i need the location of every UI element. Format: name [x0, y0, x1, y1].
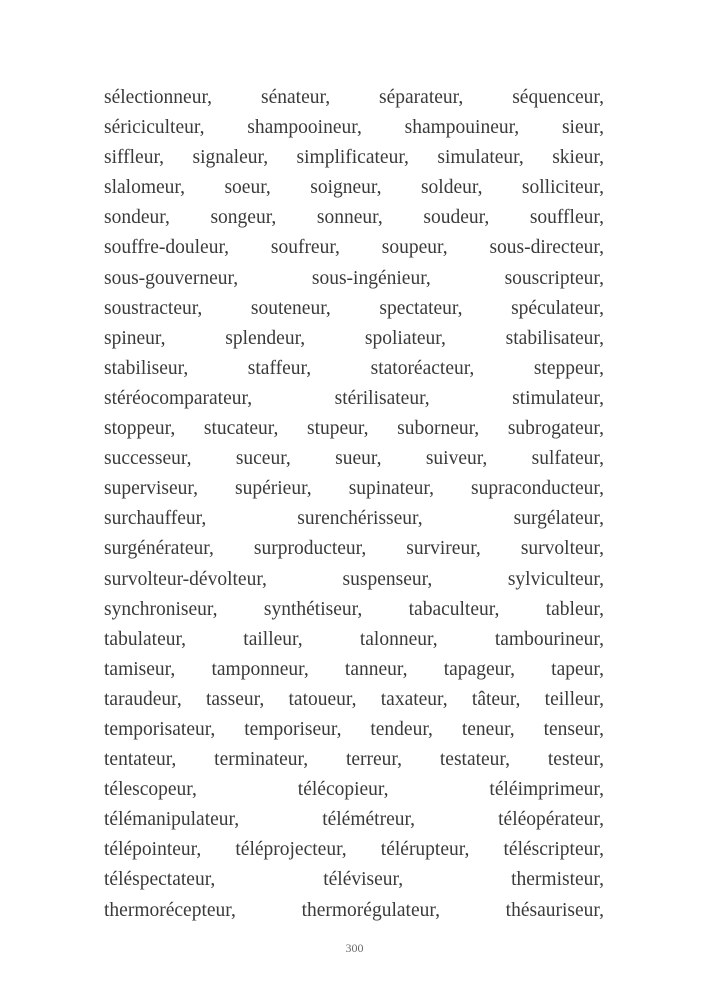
text-line [104, 565, 604, 595]
word: solliciteur, [521, 177, 604, 199]
word: supraconducteur, [471, 478, 604, 500]
text-line [104, 534, 604, 564]
word: testeur, [547, 749, 604, 771]
text-line [104, 354, 604, 384]
word: teneur, [461, 718, 515, 740]
word: téléspectateur, [104, 869, 216, 891]
word: sous-directeur, [489, 237, 604, 259]
word: stimulateur, [512, 387, 604, 409]
text-line [104, 143, 604, 173]
word: stucateur, [203, 418, 279, 440]
word: souffre-douleur, [104, 237, 230, 259]
word: tenseur, [543, 718, 604, 740]
word: survireur, [406, 538, 481, 560]
word: synchroniseur, [104, 598, 218, 620]
word: sonneur, [316, 207, 383, 229]
word: sondeur, [104, 207, 170, 229]
word: tambourineur, [494, 628, 604, 650]
word: stérilisateur, [334, 387, 430, 409]
word: terminateur, [214, 749, 309, 771]
word: testateur, [439, 749, 511, 771]
word: tamponneur, [211, 658, 309, 680]
word: télérupteur, [380, 839, 470, 861]
text-line [104, 685, 604, 715]
word: spéculateur, [511, 297, 604, 319]
word: soldeur, [420, 177, 483, 199]
word: tanneur, [344, 658, 408, 680]
word: steppeur, [533, 357, 604, 379]
word: survolteur, [520, 538, 604, 560]
word: tamiseur, [104, 658, 176, 680]
word: sueur, [335, 448, 382, 470]
word: sous-gouverneur, [104, 267, 239, 289]
word: sulfateur, [531, 448, 604, 470]
text-line [104, 715, 604, 745]
word: soupeur, [381, 237, 448, 259]
word: slalomeur, [104, 177, 185, 199]
text-line [104, 835, 604, 865]
word: télépointeur, [104, 839, 202, 861]
word: skieur, [552, 147, 604, 169]
text-line [104, 745, 604, 775]
text-line [104, 173, 604, 203]
text-line [104, 113, 604, 143]
text-line [104, 264, 604, 294]
word: tâteur, [471, 688, 521, 710]
word: téléprojecteur, [235, 839, 347, 861]
word: stoppeur, [104, 418, 176, 440]
page-number: 300 [345, 941, 364, 955]
text-line [104, 775, 604, 805]
text-line [104, 444, 604, 474]
word: spoliateur, [364, 327, 446, 349]
word: tabulateur, [104, 628, 187, 650]
word: tapeur, [551, 658, 604, 680]
word: téléopérateur, [498, 809, 604, 831]
word: superviseur, [104, 478, 198, 500]
word: stupeur, [306, 418, 369, 440]
word: tabaculteur, [408, 598, 500, 620]
word: soustracteur, [104, 297, 203, 319]
text-line [104, 896, 604, 926]
text-line [104, 414, 604, 444]
word: souscripteur, [504, 267, 604, 289]
text-line [104, 625, 604, 655]
text-line [104, 865, 604, 895]
word: successeur, [104, 448, 192, 470]
word: shampooineur, [247, 117, 362, 139]
word: sélectionneur, [104, 87, 213, 108]
justified-text-block [104, 83, 604, 926]
word: soeur, [224, 177, 271, 199]
word: suceur, [235, 448, 291, 470]
text-line [104, 595, 604, 625]
text-line [104, 805, 604, 835]
text-line [104, 83, 604, 113]
word: signaleur, [192, 147, 269, 169]
word: temporiseur, [244, 718, 342, 740]
text-line [104, 655, 604, 685]
word: supinateur, [348, 478, 435, 500]
word: spectateur, [379, 297, 463, 319]
word: teilleur, [544, 688, 604, 710]
word: séquenceur, [512, 87, 604, 108]
word: surgélateur, [513, 508, 604, 530]
word: siffleur, [104, 147, 165, 169]
word: télécopieur, [297, 779, 389, 801]
word: sous-ingénieur, [311, 267, 431, 289]
text-line [104, 504, 604, 534]
word: souffleur, [529, 207, 604, 229]
word: tatoueur, [288, 688, 357, 710]
text-line [104, 384, 604, 414]
word: terreur, [345, 749, 403, 771]
word: splendeur, [225, 327, 306, 349]
word: séparateur, [379, 87, 464, 108]
word: thermisteur, [511, 869, 604, 891]
word: simplificateur, [296, 147, 409, 169]
word: tailleur, [243, 628, 303, 650]
word: tentateur, [104, 749, 177, 771]
word: simulateur, [437, 147, 524, 169]
word: supérieur, [235, 478, 312, 500]
word: statoréacteur, [370, 357, 475, 379]
text-line [104, 294, 604, 324]
word: soufreur, [270, 237, 340, 259]
word: spineur, [104, 327, 166, 349]
word: sénateur, [261, 87, 331, 108]
word: soudeur, [423, 207, 490, 229]
word: thésauriseur, [505, 899, 604, 921]
word: tableur, [545, 598, 604, 620]
word: suborneur, [397, 418, 480, 440]
text-line [104, 324, 604, 354]
word: tasseur, [205, 688, 265, 710]
word: soigneur, [310, 177, 382, 199]
word: surgénérateur, [104, 538, 214, 560]
word: synthétiseur, [263, 598, 363, 620]
word: stéréocomparateur, [104, 387, 253, 409]
text-line [104, 203, 604, 233]
word: taraudeur, [104, 688, 182, 710]
text-line [104, 474, 604, 504]
word: shampouineur, [404, 117, 520, 139]
word: surenchérisseur, [297, 508, 423, 530]
word: télescopeur, [104, 779, 197, 801]
word: staffeur, [247, 357, 312, 379]
word: télémétreur, [322, 809, 416, 831]
word: stabilisateur, [505, 327, 604, 349]
word: subrogateur, [507, 418, 604, 440]
text-line [104, 233, 604, 263]
word: songeur, [210, 207, 277, 229]
word: survolteur-dévolteur, [104, 568, 267, 590]
word: téléviseur, [323, 869, 404, 891]
word: sieur, [561, 117, 604, 139]
word: tapageur, [443, 658, 515, 680]
word: télémanipulateur, [104, 809, 240, 831]
word: téléscripteur, [503, 839, 604, 861]
word: sylviculteur, [507, 568, 604, 590]
word: thermorécepteur, [104, 899, 236, 921]
word: suspenseur, [342, 568, 433, 590]
word: taxateur, [380, 688, 448, 710]
word: talonneur, [359, 628, 438, 650]
word: suiveur, [425, 448, 488, 470]
word: sériciculteur, [104, 117, 205, 139]
word: surproducteur, [253, 538, 367, 560]
word: thermorégulateur, [301, 899, 440, 921]
word: téléimprimeur, [489, 779, 604, 801]
word: temporisateur, [104, 718, 216, 740]
word: tendeur, [370, 718, 433, 740]
word: souteneur, [250, 297, 331, 319]
word: stabiliseur, [104, 357, 189, 379]
word: surchauffeur, [104, 508, 207, 530]
